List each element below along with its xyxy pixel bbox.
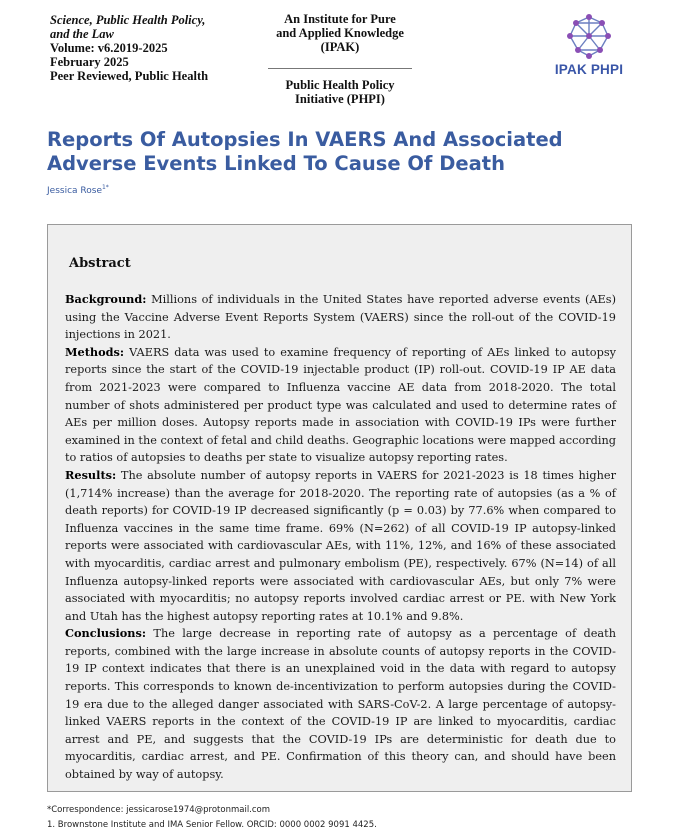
journal-name-line2: and the Law (50, 27, 114, 41)
abstract-heading: Abstract (69, 256, 131, 271)
footnotes (47, 803, 647, 833)
background-text: Millions of individuals in the United States have reported adverse events (AEs) using the Vaccine Adverse Event Reports System (VAERS) since the roll-out of the COVID-19 injections in 2021. (65, 293, 616, 342)
abstract-body (65, 291, 616, 784)
journal-review: Peer Reviewed, Public Health (50, 69, 209, 83)
author-name: Jessica Rose (47, 186, 102, 196)
author-marks: 1* (101, 184, 109, 191)
results-text: The absolute number of autopsy reports in VAERS for 2021-2023 is 18 times higher (1,714% increase) than the average for 2018-2020. The reporting rate of autopsies (as a % of death reports) for COVID-19 IP decreased significantly (p = 0.03) by 77.6% when compared to Influenza vaccines in the same time frame. 69% (N=262) of all COVID-19 IP autopsy-linked reports were associated with cardiovascular AEs, with 11%, 12%, and 16% of these associated with myocarditis, cardiac arrest and pulmonary embolism (PE), respectively. 67% (N=14) of all Influenza autopsy-linked reports were associated with cardiovascular AEs, but only 7% were associated with myocarditis; no autopsy reports involved cardiac arrest or PE. with New York and Utah has the highest autopsy reporting rates at 10.1% and 9.8%. (65, 468, 616, 623)
institute-line1: An Institute for Pure (284, 12, 396, 26)
abstract-box (47, 224, 632, 792)
institute-line3: (IPAK) (320, 40, 360, 54)
background-label: Background: (65, 292, 147, 306)
institute-divider (268, 68, 412, 69)
initiative-line2: Initiative (PHPI) (295, 92, 385, 106)
initiative-line1: Public Health Policy (285, 78, 395, 92)
institute-line2: and Applied Knowledge (276, 26, 404, 40)
correspondence-note: *Correspondence: jessicarose1974@protonmail.com (47, 805, 271, 815)
network-icon (562, 12, 616, 60)
article-title: Reports Of Autopsies In VAERS And Associated Adverse Events Linked To Cause Of Death (47, 128, 563, 175)
journal-volume: Volume: v6.2019-2025 (50, 41, 168, 55)
methods-text: VAERS data was used to examine frequency of reporting of AEs linked to autopsy reports since the start of the COVID-19 injectable product (IP) roll-out. COVID-19 IP AE data from 2021-2023 were compared to Influenza vaccine AE data from 2018-2020. The total number of shots administered per product type was calculated and used to determine rates of AEs per million doses. Autopsy reports made in association with COVID-19 IPs were further examined in the context of fetal and child deaths. Geographic locations were mapped according to ratios of autopsies to deaths per state to visualize autopsy reporting rates. (65, 345, 616, 465)
journal-date: February 2025 (50, 55, 129, 69)
conclusions-label: Conclusions: (65, 626, 147, 641)
ipak-logo (548, 12, 630, 92)
journal-name-line1: Science, Public Health Policy, (50, 13, 206, 27)
institute-info (262, 12, 418, 106)
methods-label: Methods: (65, 344, 125, 359)
abstract-results (65, 467, 616, 625)
abstract-methods (65, 344, 616, 467)
abstract-background (65, 291, 616, 344)
affiliation-note: 1. Brownstone Institute and IMA Senior Fellow. ORCID: 0000 0002 9091 4425. (47, 820, 377, 830)
author-line (47, 184, 109, 196)
conclusions-text: The large decrease in reporting rate of autopsy as a percentage of death reports, combined with the large increase in absolute counts of autopsy reports in the COVID-19 IP context indicates that there is an unexplained void in the data with regard to autopsy reports. This corresponds to known de-incentivization to perform autopsies during the COVID-19 era due to the alleged danger associated with SARS-CoV-2. A large percentage of autopsy-linked VAERS reports in the context of the COVID-19 IP are linked to myocarditis, cardiac arrest and PE, and suggests that the COVID-19 IPs are deterministic for death due to myocarditis, cardiac arrest, and PE. Confirmation of this theory can, and should have been obtained by way of autopsy. (65, 627, 616, 782)
abstract-conclusions (65, 625, 616, 783)
journal-info (50, 13, 250, 83)
logo-text: IPAK PHPI (554, 62, 624, 77)
results-label: Results: (65, 467, 117, 482)
